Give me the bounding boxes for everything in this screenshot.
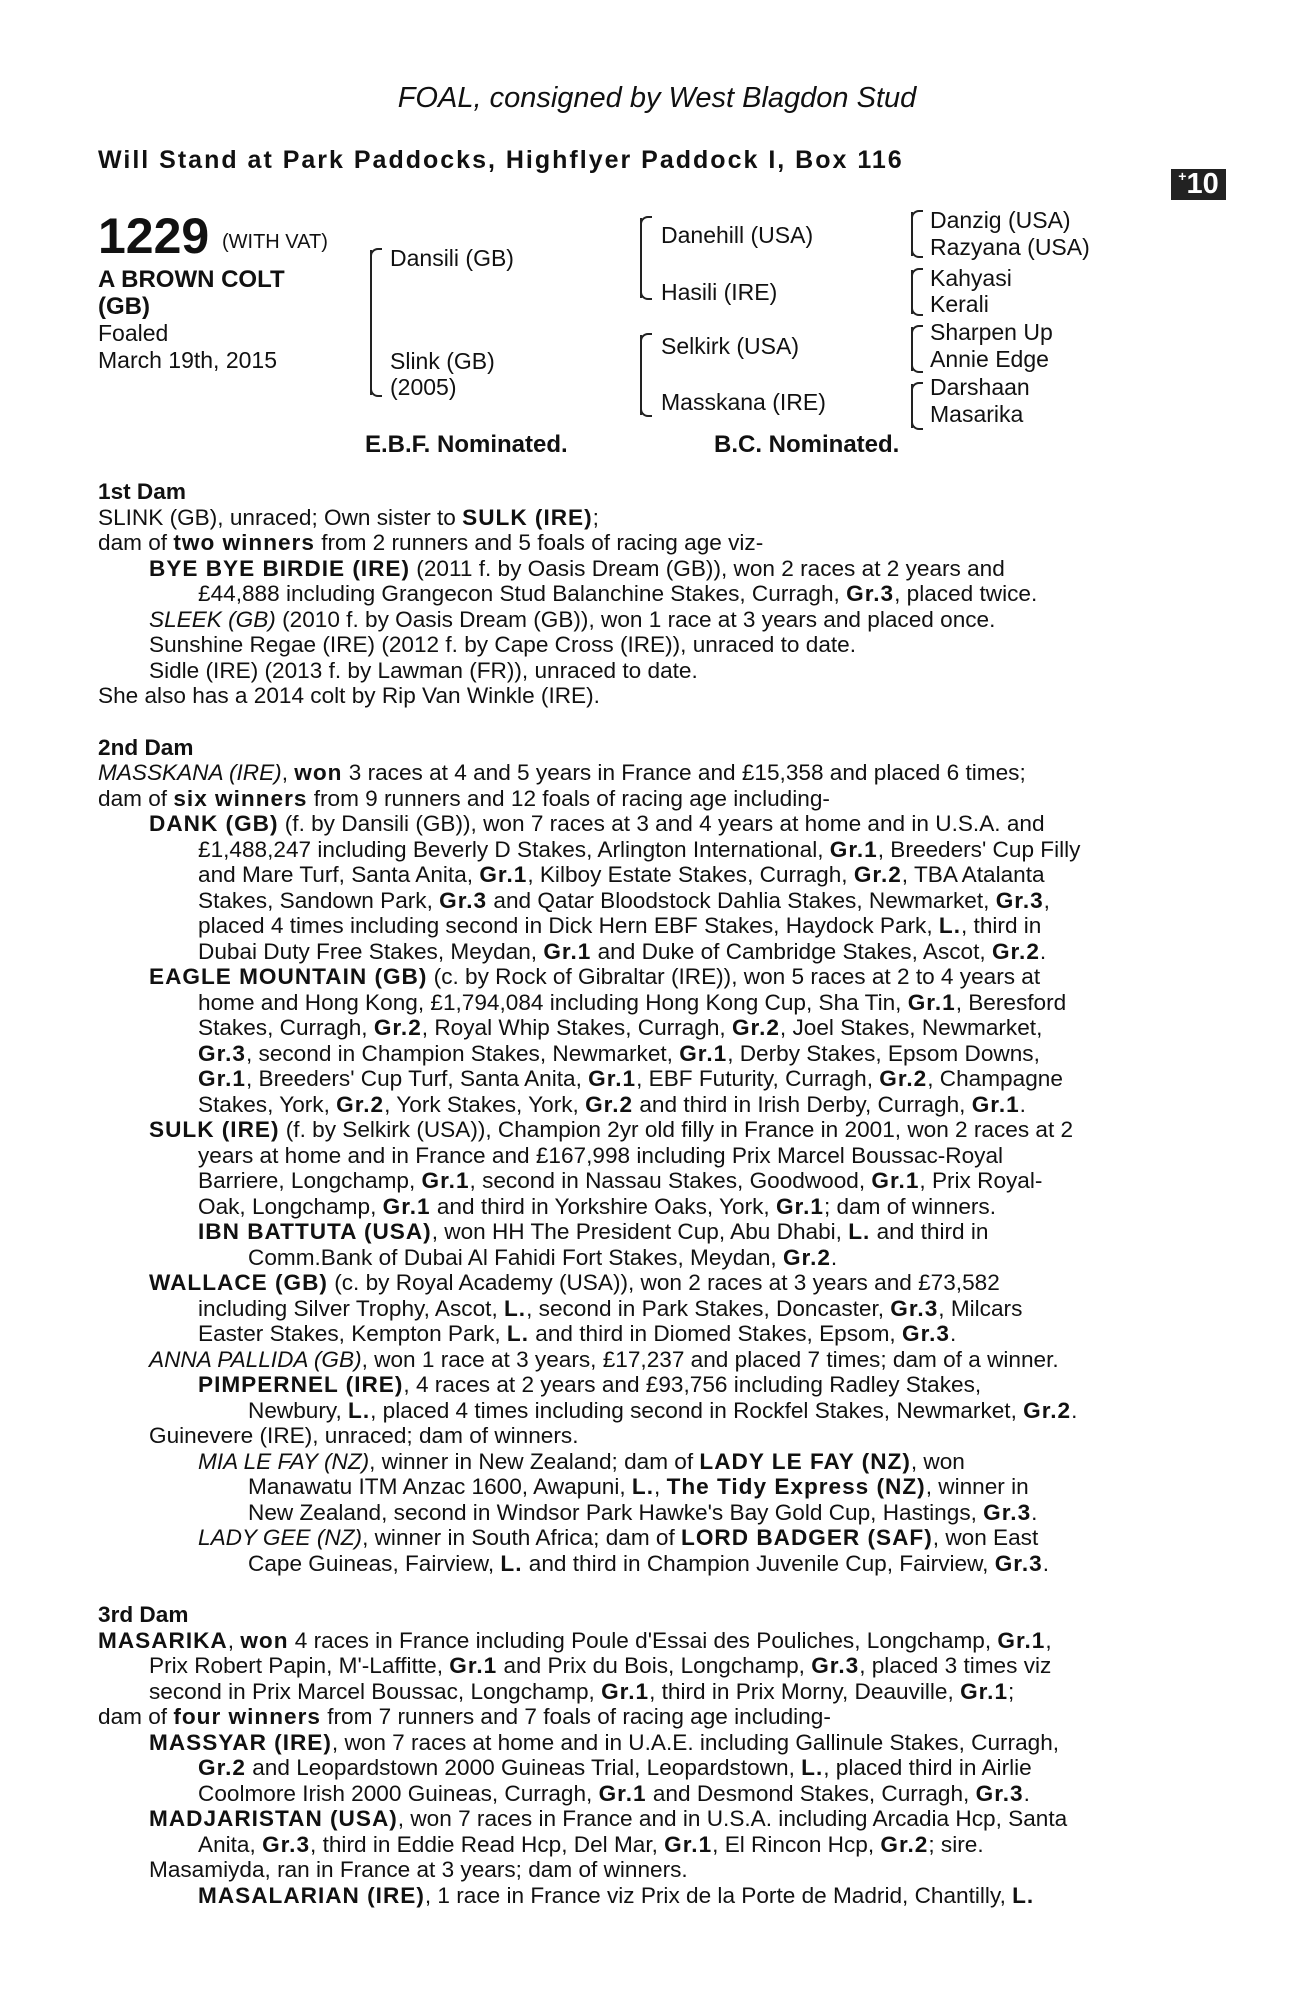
pedigree-gen3-1: Danzig (USA): [930, 207, 1071, 233]
text-line: MIA LE FAY (NZ), winner in New Zealand; dam of LADY LE FAY (NZ), won: [198, 1448, 965, 1474]
lot-description-country: (GB): [98, 293, 150, 320]
book-badge: [1171, 169, 1226, 200]
pedigree-dam-sire: Selkirk (USA): [661, 333, 800, 359]
text-line: second in Prix Marcel Boussac, Longchamp, Gr.1, third in Prix Morny, Deauville, Gr.1;: [149, 1678, 1015, 1704]
pedigree-gen3-8: Masarika: [930, 401, 1024, 427]
pedigree-brace-sire: [640, 218, 642, 298]
text-line: Sidle (IRE) (2013 f. by Lawman (FR)), unraced to date.: [149, 657, 698, 683]
text-line: dam of four winners from 7 runners and 7 foals of racing age including-: [98, 1704, 831, 1729]
text-line: ANNA PALLIDA (GB), won 1 race at 3 years, £17,237 and placed 7 times; dam of a winner.: [149, 1346, 1059, 1372]
text-line: Easter Stakes, Kempton Park, L. and third in Diomed Stakes, Epsom, Gr.3.: [198, 1321, 957, 1346]
text-line: dam of six winners from 9 runners and 12 foals of racing age including-: [98, 785, 830, 811]
foaled-date: March 19th, 2015: [98, 347, 278, 373]
ebf-nominated: E.B.F. Nominated.: [365, 431, 568, 458]
text-line: years at home and in France and £167,998 including Prix Marcel Boussac-Royal: [198, 1142, 1004, 1168]
text-line: Gr.3, second in Champion Stakes, Newmarket, Gr.1, Derby Stakes, Epsom Downs,: [198, 1040, 1040, 1066]
text-line: Coolmore Irish 2000 Guineas, Curragh, Gr.1 and Desmond Stakes, Curragh, Gr.3.: [198, 1780, 1030, 1806]
pedigree-gen3-6: Annie Edge: [930, 346, 1049, 372]
pedigree-dam: Slink (GB): [390, 348, 495, 374]
text-line: MASSKANA (IRE), won 3 races at 4 and 5 years in France and £15,358 and placed 6 times;: [98, 760, 1026, 785]
lot-number: 1229: [98, 208, 210, 264]
text-line: WALLACE (GB) (c. by Royal Academy (USA)), won 2 races at 3 years and £73,582: [149, 1270, 1000, 1295]
stand-location: Will Stand at Park Paddocks, Highflyer Paddock I, Box 116: [98, 146, 904, 174]
pedigree-brace-dam: [640, 335, 642, 415]
text-line: PIMPERNEL (IRE), 4 races at 2 years and £93,756 including Radley Stakes,: [198, 1372, 982, 1397]
text-line: placed 4 times including second in Dick Hern EBF Stakes, Haydock Park, L., third in: [198, 913, 1042, 938]
text-line: Gr.1, Breeders' Cup Turf, Santa Anita, Gr.1, EBF Futurity, Curragh, Gr.2, Champagne: [198, 1066, 1063, 1091]
consignment-line: FOAL, consigned by West Blagdon Stud: [397, 82, 917, 114]
text-line: DANK (GB) (f. by Dansili (GB)), won 7 races at 3 and 4 years at home and in U.S.A. and: [149, 811, 1045, 836]
badge-number: 10: [1186, 168, 1219, 200]
lot-vat: (WITH VAT): [222, 231, 328, 253]
bc-nominated: B.C. Nominated.: [714, 431, 900, 458]
text-line: IBN BATTUTA (USA), won HH The President Cup, Abu Dhabi, L. and third in: [198, 1219, 989, 1244]
second-dam-body: [98, 760, 1204, 1576]
text-line: Newbury, L., placed 4 times including second in Rockfel Stakes, Newmarket, Gr.2.: [248, 1397, 1078, 1423]
text-line: Stakes, York, Gr.2, York Stakes, York, Gr.2 and third in Irish Derby, Curragh, Gr.1.: [198, 1091, 1026, 1117]
pedigree-gen3-7: Darshaan: [930, 374, 1030, 400]
first-dam-body: [98, 505, 1204, 709]
text-line: LADY GEE (NZ), winner in South Africa; dam of LORD BADGER (SAF), won East: [198, 1525, 1039, 1550]
text-line: Manawatu ITM Anzac 1600, Awapuni, L., The Tidy Express (NZ), winner in: [248, 1474, 1029, 1499]
text-line: Dubai Duty Free Stakes, Meydan, Gr.1 and Duke of Cambridge Stakes, Ascot, Gr.2.: [198, 938, 1047, 964]
second-dam-heading: 2nd Dam: [98, 734, 194, 760]
pedigree-gen3-2: Razyana (USA): [930, 234, 1090, 260]
dam-sections: [98, 479, 1204, 1908]
text-line: £44,888 including Grangecon Stud Balanchine Stakes, Curragh, Gr.3, placed twice.: [198, 581, 1038, 606]
badge-mark: +: [1178, 168, 1187, 184]
pedigree-dam-dam: Masskana (IRE): [661, 389, 826, 415]
text-line: MASARIKA, won 4 races in France including Poule d'Essai des Pouliches, Longchamp, Gr.1,: [98, 1627, 1052, 1653]
text-line: Cape Guineas, Fairview, L. and third in Champion Juvenile Cup, Fairview, Gr.3.: [248, 1550, 1049, 1576]
text-line: including Silver Trophy, Ascot, L., second in Park Stakes, Doncaster, Gr.3, Milcars: [198, 1295, 1023, 1321]
text-line: New Zealand, second in Windsor Park Hawke's Bay Gold Cup, Hastings, Gr.3.: [248, 1499, 1038, 1525]
text-line: Stakes, Curragh, Gr.2, Royal Whip Stakes, Curragh, Gr.2, Joel Stakes, Newmarket,: [198, 1015, 1043, 1040]
text-line: BYE BYE BIRDIE (IRE) (2011 f. by Oasis Dream (GB)), won 2 races at 2 years and: [149, 555, 1005, 581]
pedigree-brace-hasili: [911, 270, 913, 314]
text-line: Masamiyda, ran in France at 3 years; dam of winners.: [149, 1857, 688, 1882]
text-line: Guinevere (IRE), unraced; dam of winners.: [149, 1423, 579, 1448]
pedigree-dam-year: (2005): [390, 374, 457, 400]
foaled-label: Foaled: [98, 320, 169, 346]
pedigree-gen3-3: Kahyasi: [930, 265, 1012, 291]
text-line: SULK (IRE) (f. by Selkirk (USA)), Champion 2yr old filly in France in 2001, won 2 races at 2: [149, 1117, 1074, 1142]
text-line: and Mare Turf, Santa Anita, Gr.1, Kilboy Estate Stakes, Curragh, Gr.2, TBA Atalanta: [198, 862, 1045, 887]
text-line: Gr.2 and Leopardstown 2000 Guineas Trial, Leopardstown, L., placed third in Airlie: [198, 1755, 1032, 1780]
lot-description: A BROWN COLT: [98, 266, 285, 293]
text-line: Anita, Gr.3, third in Eddie Read Hcp, Del Mar, Gr.1, El Rincon Hcp, Gr.2; sire.: [198, 1831, 984, 1857]
text-line: Oak, Longchamp, Gr.1 and third in Yorkshire Oaks, York, Gr.1; dam of winners.: [198, 1193, 996, 1219]
pedigree-gen3-4: Kerali: [930, 291, 989, 317]
pedigree-sire: Dansili (GB): [390, 245, 514, 271]
pedigree-brace-danehill: [911, 212, 913, 256]
text-line: dam of two winners from 2 runners and 5 foals of racing age viz-: [98, 530, 764, 555]
text-line: MASALARIAN (IRE), 1 race in France viz Prix de la Porte de Madrid, Chantilly, L.: [198, 1882, 1035, 1908]
text-line: Barriere, Longchamp, Gr.1, second in Nassau Stakes, Goodwood, Gr.1, Prix Royal-: [198, 1168, 1043, 1193]
text-line: Prix Robert Papin, M'-Laffitte, Gr.1 and Prix du Bois, Longchamp, Gr.3, placed 3 times viz: [149, 1653, 1052, 1678]
pedigree-brace-masskana: [911, 384, 913, 428]
text-line: Sunshine Regae (IRE) (2012 f. by Cape Cross (IRE)), unraced to date.: [149, 632, 857, 657]
third-dam-body: [98, 1628, 1204, 1909]
text-line: Stakes, Sandown Park, Gr.3 and Qatar Bloodstock Dahlia Stakes, Newmarket, Gr.3,: [198, 887, 1050, 913]
text-line: EAGLE MOUNTAIN (GB) (c. by Rock of Gibraltar (IRE)), won 5 races at 2 to 4 years at: [149, 964, 1041, 989]
text-line: £1,488,247 including Beverly D Stakes, Arlington International, Gr.1, Breeders' Cup Filly: [198, 836, 1081, 862]
pedigree-sire-sire: Danehill (USA): [661, 222, 814, 248]
pedigree-brace-gen1: [370, 250, 372, 395]
text-line: MADJARISTAN (USA), won 7 races in France and in U.S.A. including Arcadia Hcp, Santa: [149, 1806, 1068, 1831]
text-line: She also has a 2014 colt by Rip Van Winkle (IRE).: [98, 683, 600, 708]
third-dam-heading: 3rd Dam: [98, 1602, 189, 1627]
text-line: SLINK (GB), unraced; Own sister to SULK (IRE);: [98, 504, 599, 530]
text-line: home and Hong Kong, £1,794,084 including Hong Kong Cup, Sha Tin, Gr.1, Beresford: [198, 989, 1067, 1015]
text-line: SLEEK (GB) (2010 f. by Oasis Dream (GB)), won 1 race at 3 years and placed once.: [149, 606, 996, 632]
pedigree-brace-selkirk: [911, 327, 913, 371]
pedigree-sire-dam: Hasili (IRE): [661, 279, 778, 305]
text-line: Comm.Bank of Dubai Al Fahidi Fort Stakes, Meydan, Gr.2.: [248, 1244, 838, 1270]
pedigree-gen3-5: Sharpen Up: [930, 319, 1053, 345]
text-line: MASSYAR (IRE), won 7 races at home and in U.A.E. including Gallinule Stakes, Curragh,: [149, 1729, 1060, 1755]
first-dam-heading: 1st Dam: [98, 479, 186, 504]
